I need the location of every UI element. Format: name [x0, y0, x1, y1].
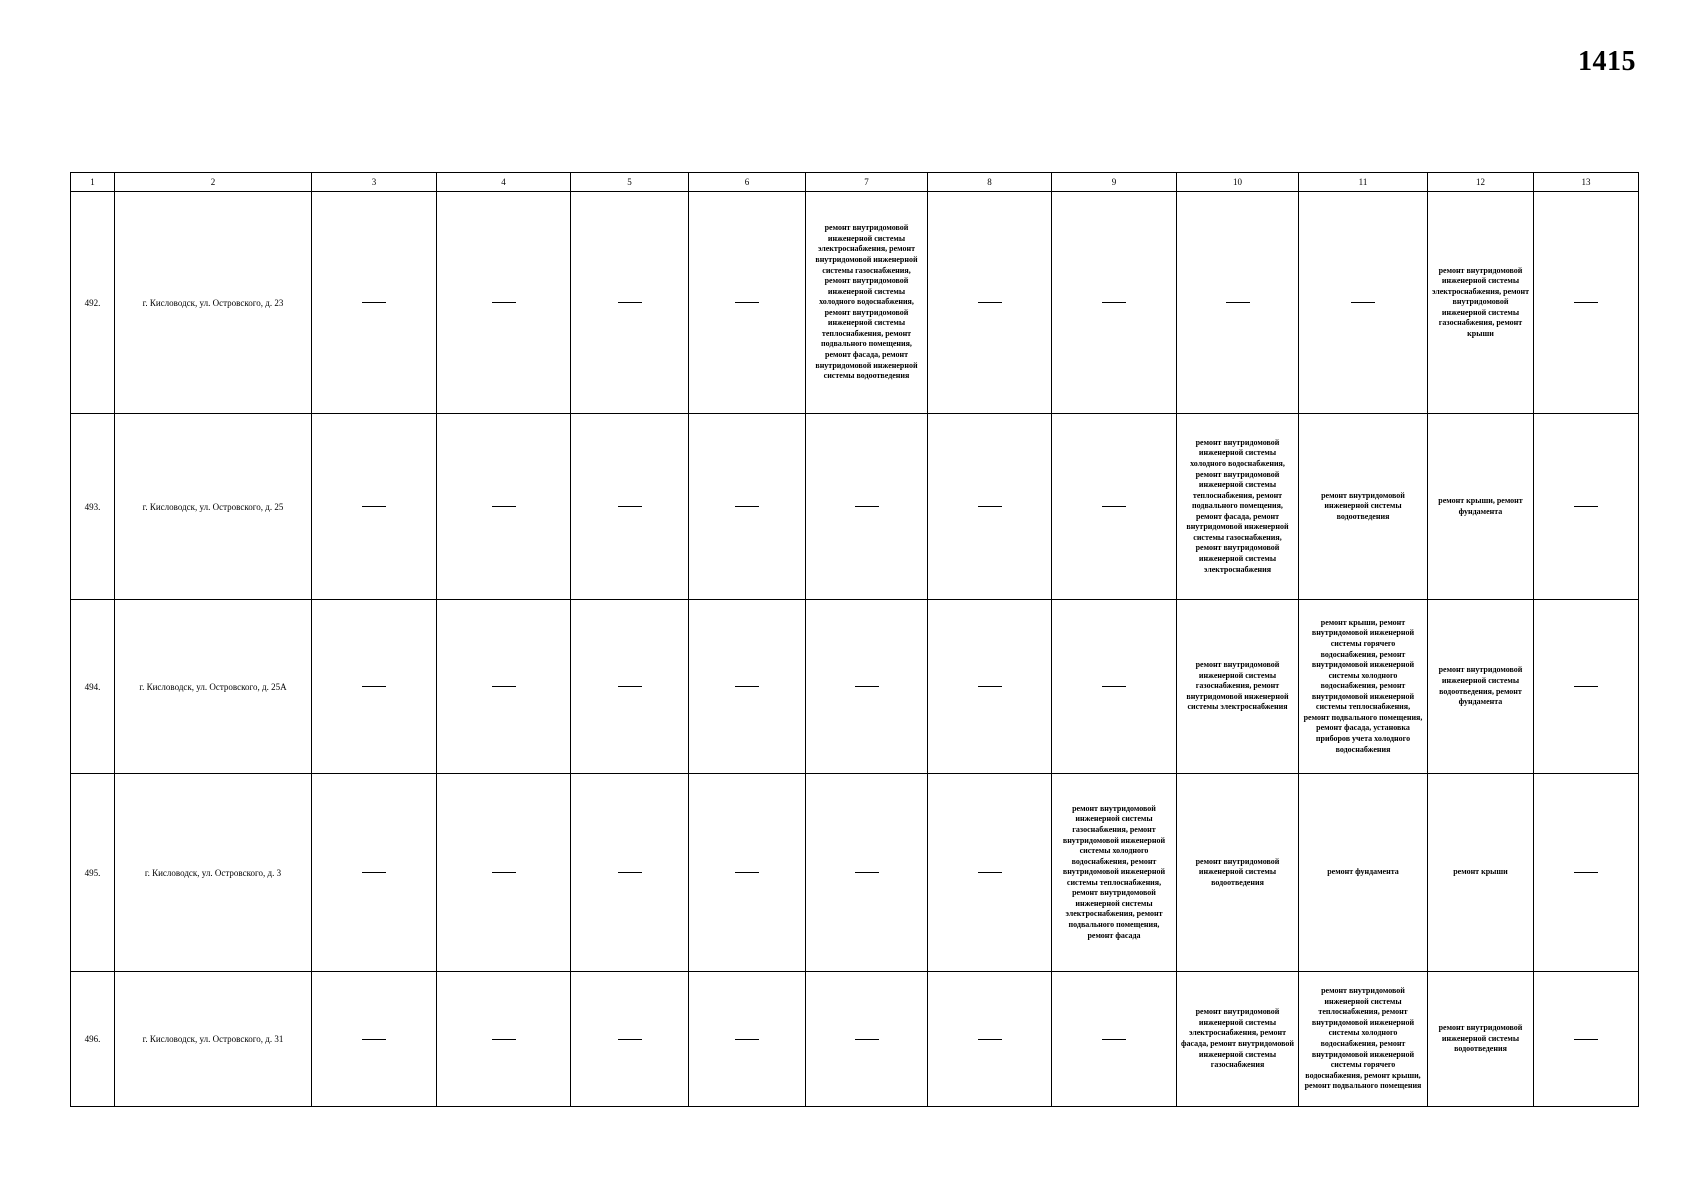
empty-cell [437, 600, 571, 774]
dash-mark [978, 302, 1002, 303]
empty-cell [1052, 972, 1177, 1107]
column-header-4: 4 [437, 173, 571, 192]
row-address: г. Кисловодск, ул. Островского, д. 25 [115, 414, 312, 600]
dash-mark [855, 506, 879, 507]
empty-cell [1534, 192, 1639, 414]
empty-cell [689, 972, 806, 1107]
column-header-11: 11 [1299, 173, 1428, 192]
dash-mark [855, 872, 879, 873]
repair-works-cell: ремонт крыши, ремонт фундамента [1428, 414, 1534, 600]
dash-mark [362, 872, 386, 873]
column-header-3: 3 [312, 173, 437, 192]
dash-mark [618, 302, 642, 303]
dash-mark [618, 506, 642, 507]
dash-mark [1574, 1039, 1598, 1040]
empty-cell [689, 774, 806, 972]
dash-mark [735, 686, 759, 687]
empty-cell [312, 192, 437, 414]
empty-cell [1052, 600, 1177, 774]
dash-mark [1574, 872, 1598, 873]
dash-mark [978, 506, 1002, 507]
empty-cell [1534, 972, 1639, 1107]
empty-cell [1177, 192, 1299, 414]
row-number: 492. [71, 192, 115, 414]
dash-mark [362, 506, 386, 507]
dash-mark [492, 506, 516, 507]
empty-cell [437, 972, 571, 1107]
empty-cell [312, 972, 437, 1107]
row-number: 495. [71, 774, 115, 972]
dash-mark [1102, 506, 1126, 507]
dash-mark [618, 1039, 642, 1040]
column-header-10: 10 [1177, 173, 1299, 192]
row-address: г. Кисловодск, ул. Островского, д. 3 [115, 774, 312, 972]
dash-mark [735, 872, 759, 873]
row-number: 493. [71, 414, 115, 600]
row-address: г. Кисловодск, ул. Островского, д. 31 [115, 972, 312, 1107]
dash-mark [855, 686, 879, 687]
column-header-7: 7 [806, 173, 928, 192]
repair-works-cell: ремонт внутридомовой инженерной системы водоотведения [1299, 414, 1428, 600]
dash-mark [735, 506, 759, 507]
dash-mark [492, 302, 516, 303]
repair-works-cell: ремонт фундамента [1299, 774, 1428, 972]
empty-cell [312, 774, 437, 972]
table-body [71, 173, 1639, 1107]
repair-works-cell: ремонт внутридомовой инженерной системы теплоснабжения, ремонт внутридомовой инженерной системы холодного водоснабжения, ремонт внутридомовой инженерной системы горячего водоснабжения, ремонт крыши, ремонт подвального помещения [1299, 972, 1428, 1107]
dash-mark [362, 686, 386, 687]
dash-mark [978, 872, 1002, 873]
dash-mark [492, 686, 516, 687]
empty-cell [312, 414, 437, 600]
dash-mark [618, 686, 642, 687]
empty-cell [437, 774, 571, 972]
dash-mark [362, 302, 386, 303]
empty-cell [1299, 192, 1428, 414]
column-header-2: 2 [115, 173, 312, 192]
column-header-9: 9 [1052, 173, 1177, 192]
dash-mark [735, 1039, 759, 1040]
dash-mark [1102, 302, 1126, 303]
empty-cell [928, 774, 1052, 972]
empty-cell [1534, 414, 1639, 600]
repair-works-cell: ремонт крыши, ремонт внутридомовой инженерной системы горячего водоснабжения, ремонт внутридомовой инженерной системы холодного водоснабжения, ремонт внутридомовой инженерной системы теплоснабжения, ремонт подвального помещения, ремонт фасада, установка приборов учета холодного водоснабжения [1299, 600, 1428, 774]
dash-mark [362, 1039, 386, 1040]
page-number: 1415 [1578, 46, 1636, 77]
row-address: г. Кисловодск, ул. Островского, д. 23 [115, 192, 312, 414]
dash-mark [1574, 506, 1598, 507]
dash-mark [1574, 686, 1598, 687]
empty-cell [928, 414, 1052, 600]
empty-cell [571, 774, 689, 972]
column-header-12: 12 [1428, 173, 1534, 192]
dash-mark [855, 1039, 879, 1040]
table-row [71, 600, 1639, 774]
empty-cell [437, 414, 571, 600]
column-header-13: 13 [1534, 173, 1639, 192]
empty-cell [1534, 600, 1639, 774]
repair-works-cell: ремонт внутридомовой инженерной системы водоотведения [1428, 972, 1534, 1107]
empty-cell [928, 600, 1052, 774]
repair-works-cell: ремонт внутридомовой инженерной системы водоотведения [1177, 774, 1299, 972]
table-row [71, 972, 1639, 1107]
row-number: 494. [71, 600, 115, 774]
dash-mark [978, 686, 1002, 687]
empty-cell [928, 972, 1052, 1107]
empty-cell [689, 600, 806, 774]
dash-mark [1226, 302, 1250, 303]
repair-works-cell: ремонт крыши [1428, 774, 1534, 972]
empty-cell [689, 414, 806, 600]
repair-works-cell: ремонт внутридомовой инженерной системы электроснабжения, ремонт фасада, ремонт внутридомовой инженерной системы газоснабжения [1177, 972, 1299, 1107]
empty-cell [571, 414, 689, 600]
empty-cell [571, 192, 689, 414]
table-row [71, 414, 1639, 600]
empty-cell [1052, 192, 1177, 414]
empty-cell [1052, 414, 1177, 600]
empty-cell [806, 972, 928, 1107]
column-header-row [71, 173, 1639, 192]
housing-repair-table [70, 172, 1639, 1107]
row-number: 496. [71, 972, 115, 1107]
repair-works-cell: ремонт внутридомовой инженерной системы газоснабжения, ремонт внутридомовой инженерной системы электроснабжения [1177, 600, 1299, 774]
empty-cell [806, 414, 928, 600]
column-header-8: 8 [928, 173, 1052, 192]
empty-cell [571, 972, 689, 1107]
repair-works-cell: ремонт внутридомовой инженерной системы водоотведения, ремонт фундамента [1428, 600, 1534, 774]
column-header-5: 5 [571, 173, 689, 192]
dash-mark [1102, 1039, 1126, 1040]
repair-works-cell: ремонт внутридомовой инженерной системы газоснабжения, ремонт внутридомовой инженерной системы холодного водоснабжения, ремонт внутридомовой инженерной системы теплоснабжения, ремонт внутридомовой инженерной системы электроснабжения, ремонт подвального помещения, ремонт фасада [1052, 774, 1177, 972]
dash-mark [492, 872, 516, 873]
column-header-6: 6 [689, 173, 806, 192]
empty-cell [312, 600, 437, 774]
empty-cell [571, 600, 689, 774]
table-row [71, 192, 1639, 414]
column-header-1: 1 [71, 173, 115, 192]
dash-mark [492, 1039, 516, 1040]
row-address: г. Кисловодск, ул. Островского, д. 25А [115, 600, 312, 774]
dash-mark [1574, 302, 1598, 303]
repair-works-cell: ремонт внутридомовой инженерной системы электроснабжения, ремонт внутридомовой инженерной системы газоснабжения, ремонт внутридомовой инженерной системы холодного водоснабжения, ремонт внутридомовой инженерной системы теплоснабжения, ремонт подвального помещения, ремонт фасада, ремонт внутридомовой инженерной системы водоотведения [806, 192, 928, 414]
empty-cell [806, 600, 928, 774]
empty-cell [806, 774, 928, 972]
empty-cell [1534, 774, 1639, 972]
empty-cell [689, 192, 806, 414]
dash-mark [1102, 686, 1126, 687]
dash-mark [1351, 302, 1375, 303]
dash-mark [735, 302, 759, 303]
dash-mark [618, 872, 642, 873]
dash-mark [978, 1039, 1002, 1040]
empty-cell [928, 192, 1052, 414]
empty-cell [437, 192, 571, 414]
repair-works-cell: ремонт внутридомовой инженерной системы электроснабжения, ремонт внутридомовой инженерной системы газоснабжения, ремонт крыши [1428, 192, 1534, 414]
repair-works-cell: ремонт внутридомовой инженерной системы холодного водоснабжения, ремонт внутридомовой инженерной системы теплоснабжения, ремонт подвального помещения, ремонт фасада, ремонт внутридомовой инженерной системы газоснабжения, ремонт внутридомовой инженерной системы электроснабжения [1177, 414, 1299, 600]
table-row [71, 774, 1639, 972]
